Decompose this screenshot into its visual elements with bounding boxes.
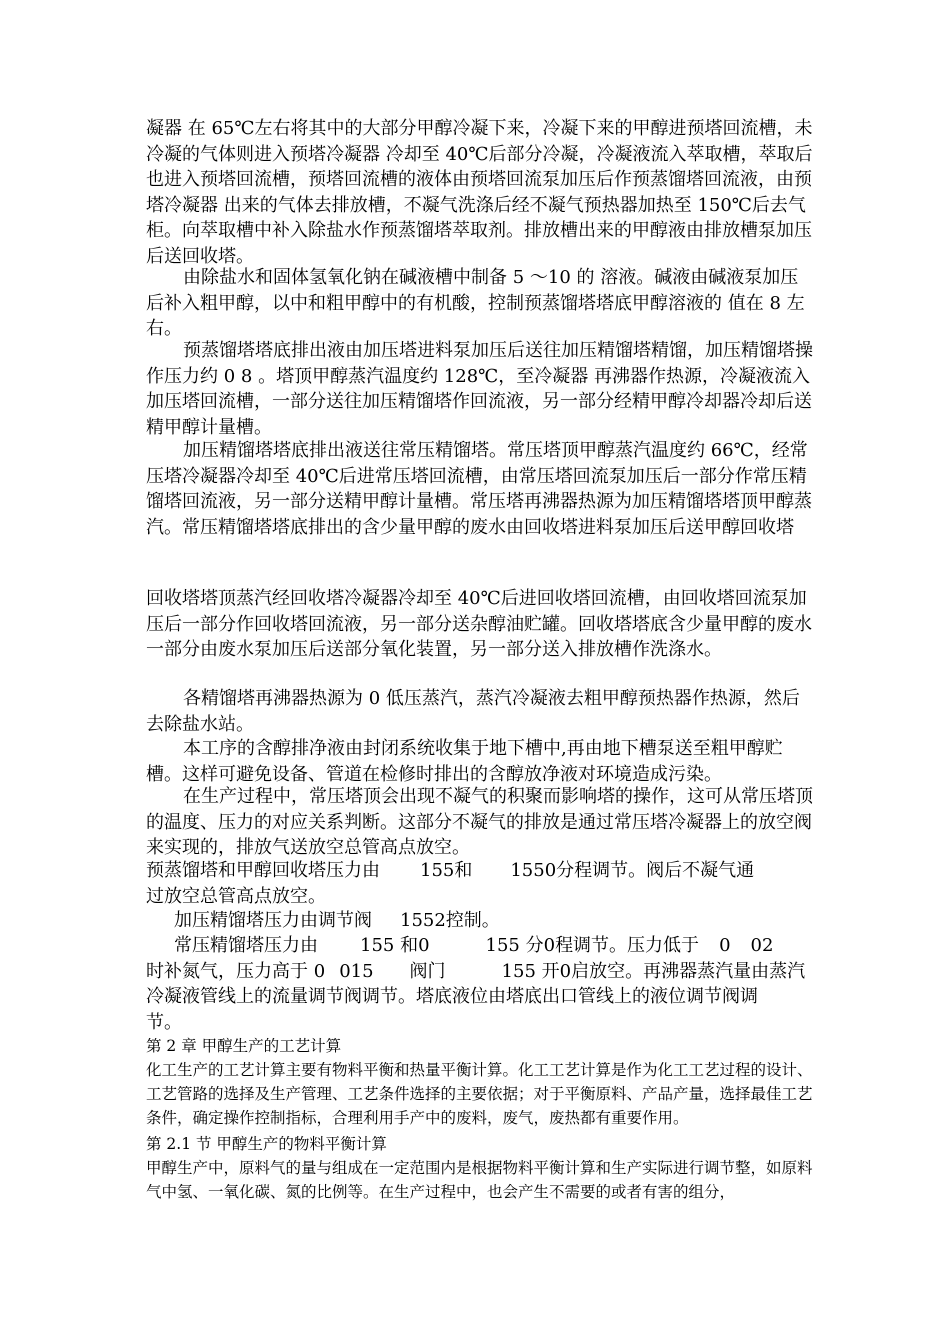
text-segment: 0 xyxy=(719,935,731,956)
text-segment: 0 xyxy=(559,960,572,982)
text-segment: 和 xyxy=(454,860,473,881)
paragraph-11 xyxy=(146,933,816,1035)
paragraph-5: 回收塔塔顶蒸汽经回收塔冷凝器冷却至 40℃后进回收塔回流槽，由回收塔回流泵加压后一部分作回收塔回流液，另一部分送杂醇油贮罐。回收塔塔底含少量甲醇的废水一部分由废水泵加压后送部分氧化装置，另一部分送入排放槽作洗涤水。 xyxy=(146,588,812,660)
text-segment: 预蒸馏塔和甲醇回收塔压力由 xyxy=(146,860,380,881)
text-segment: 启放空。再沸器蒸汽量由蒸汽 xyxy=(571,960,806,982)
section-heading: 第 2.1 节 甲醇生产的物料平衡计算 xyxy=(146,1135,387,1153)
chapter-intro-paragraph: 化工生产的工艺计算主要有物料平衡和热量平衡计算。化工工艺计算是作为化工工艺过程的设计、工艺管路的选择及生产管理、工艺条件选择的主要依据；对于平衡原料、产品产量，选择最佳工艺条件，确定操作控制指标，合理利用手产中的废料，废气，废热都有重要作用。 xyxy=(146,1061,813,1127)
text-segment: 0 xyxy=(418,935,430,956)
text-segment: 02 xyxy=(750,935,774,956)
paragraph-9 xyxy=(146,858,816,909)
paragraph-7: 本工序的含醇排净液由封闭系统收集于地下槽中,再由地下槽泵送至粗甲醇贮槽。这样可避免设备、管道在检修时排出的含醇放净液对环境造成污染。 xyxy=(146,738,783,785)
text-segment: 控制。 xyxy=(445,910,500,931)
chapter-heading: 第 2 章 甲醇生产的工艺计算 xyxy=(146,1037,342,1055)
paragraph-3: 预蒸馏塔塔底排出液由加压塔进料泵加压后送往加压精馏塔精馏，加压精馏塔操作压力约 0 8 。塔顶甲醇蒸汽温度约 128℃，至冷凝器 再沸器作热源，冷凝液流入加压塔回流槽，一部分送往加压精馏塔作回流液，另一部分经精甲醇冷却器冷却后送精甲醇计量槽。 xyxy=(146,340,813,438)
text-segment: 1552 xyxy=(400,910,446,931)
paragraph-1: 凝器 在 65℃左右将其中的大部分甲醇冷凝下来，冷凝下来的甲醇进预塔回流槽，未冷凝的气体则进入预塔冷凝器 冷却至 40℃后部分冷凝，冷凝液流入萃取槽，萃取后也进入预塔回流槽，预塔回流槽的液体由预塔回流泵加压后作预蒸馏塔回流液，由预塔冷凝器 出来的气体去排放槽，不凝气洗涤后经不凝气预热器加热至 150℃后去气柜。向萃取槽中补入除盐水作预蒸馏塔萃取剂。排放槽出来的甲醇液由排放槽泵加压后送回收塔。 xyxy=(146,118,813,267)
text-segment: 程调节。压力低于 xyxy=(555,935,700,956)
paragraph-2: 由除盐水和固体氢氧化钠在碱液槽中制备 5 ～10 的 溶液。碱液由碱液泵加压后补入粗甲醇，以中和粗甲醇中的有机酸，控制预蒸馏塔塔底甲醇溶液的 值在 8 左右。 xyxy=(146,267,805,339)
text-segment: 155 分 xyxy=(485,935,544,956)
paragraph-11-line-1 xyxy=(146,933,816,959)
text-segment: 015 xyxy=(339,960,374,982)
text-segment: 155 和 xyxy=(360,935,419,956)
text-segment: 分程调节。阀后不凝气通 xyxy=(556,860,755,881)
paragraph-9-line-1 xyxy=(146,858,816,884)
text-segment: 阀门 xyxy=(409,960,446,982)
text-segment: 155 xyxy=(420,860,455,881)
paragraph-4: 加压精馏塔塔底排出液送往常压精馏塔。常压塔顶甲醇蒸汽温度约 66℃，经常压塔冷凝器冷却至 40℃后进常压塔回流槽，由常压塔回流泵加压后一部分作常压精馏塔回流液，另一部分送精甲醇计量槽。常压塔再沸器热源为加压精馏塔塔顶甲醇蒸汽。常压精馏塔塔底排出的含少量甲醇的废水由回收塔进料泵加压后送甲醇回收塔 xyxy=(146,440,812,538)
section-intro-paragraph: 甲醇生产中，原料气的量与组成在一定范围内是根据物料平衡计算和生产实际进行调节整，如原料气中氢、一氧化碳、氮的比例等。在生产过程中，也会产生不需要的或者有害的组分， xyxy=(146,1159,813,1201)
text-segment: 1550 xyxy=(510,860,557,881)
text-segment: 常压精馏塔压力由 xyxy=(174,935,318,956)
text-segment: 0 xyxy=(543,935,556,956)
text-segment: 155 开 xyxy=(501,960,560,982)
paragraph-11-line-3: 冷凝液管线上的流量调节阀调节。塔底液位由塔底出口管线上的液位调节阀调 xyxy=(146,986,758,1007)
paragraph-6: 各精馏塔再沸器热源为 0 低压蒸汽，蒸汽冷凝液去粗甲醇预热器作热源，然后去除盐水站。 xyxy=(146,688,800,735)
text-segment: 加压精馏塔压力由调节阀 xyxy=(174,910,372,931)
text-segment: 时补氮气，压力高于 0 xyxy=(146,960,326,982)
paragraph-8: 在生产过程中，常压塔顶会出现不凝气的积聚而影响塔的操作，这可从常压塔顶的温度、压力的对应关系判断。这部分不凝气的排放是通过常压塔冷凝器上的放空阀来实现的，排放气送放空总管高点放空。 xyxy=(146,786,813,858)
paragraph-11-line-4: 节。 xyxy=(146,1011,182,1033)
paragraph-11-line-2 xyxy=(146,959,816,985)
paragraph-9-line-2: 过放空总管高点放空。 xyxy=(146,885,326,907)
paragraph-10 xyxy=(146,908,844,934)
